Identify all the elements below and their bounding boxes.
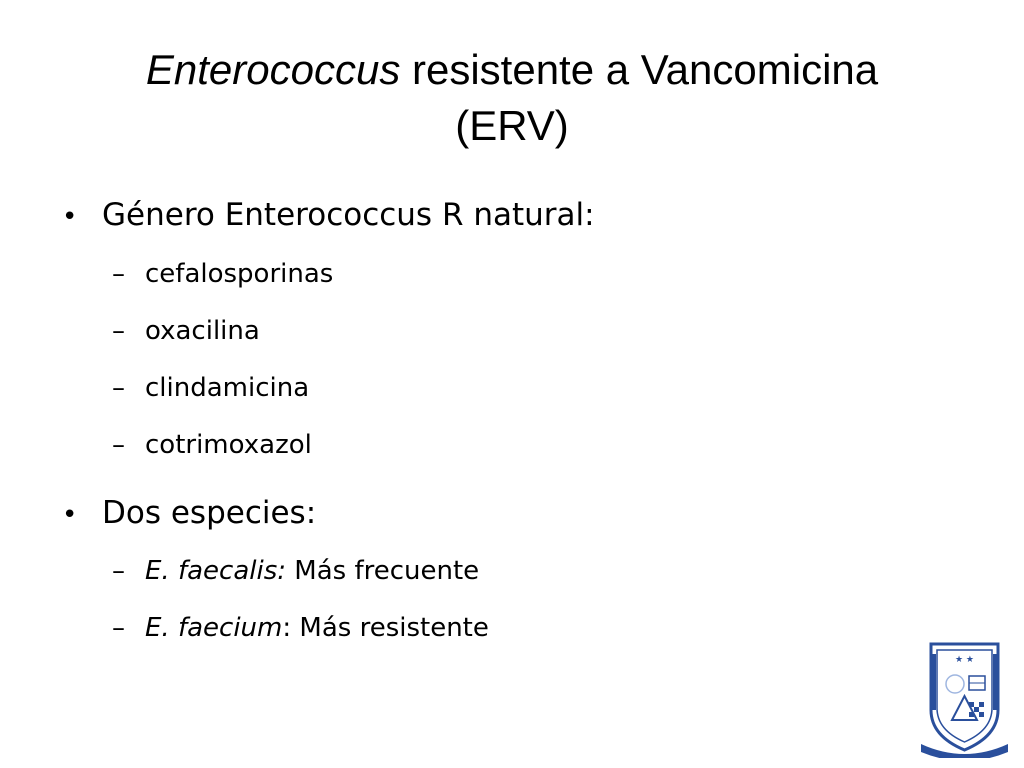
title-rest-part: resistente a Vancomicina [400, 46, 879, 93]
species-name: E. faecium [145, 613, 283, 643]
species-note: : Más resistente [282, 613, 489, 643]
sub-item-text: cotrimoxazol [145, 430, 312, 460]
sub-item-text: clindamicina [145, 373, 310, 403]
sub-item [112, 371, 309, 405]
bullet-text: Dos especies: [102, 495, 317, 531]
svg-text:★ ★: ★ ★ [955, 655, 974, 665]
dash-marker: – [112, 556, 125, 586]
sub-item [112, 428, 312, 462]
sub-item [112, 257, 333, 291]
species-note: Más frecuente [286, 556, 480, 586]
sub-item [112, 611, 489, 645]
species-name: E. faecalis: [145, 556, 287, 586]
dash-marker: – [112, 373, 125, 403]
dash-marker: – [112, 316, 125, 346]
sub-item-text: oxacilina [145, 316, 260, 346]
sub-item [112, 314, 260, 348]
university-logo [917, 640, 1012, 758]
bullet-marker: • [62, 500, 78, 530]
dash-marker: – [112, 430, 125, 460]
sub-item [112, 554, 479, 588]
dash-marker: – [112, 613, 125, 643]
bullet-marker: • [62, 202, 78, 232]
title-line-2: (ERV) [455, 102, 569, 149]
title-italic-part: Enterococcus [145, 46, 401, 93]
bullet-item [62, 493, 316, 535]
dash-marker: – [112, 259, 125, 289]
bullet-item [62, 195, 595, 237]
bullet-text: Género Enterococcus R natural: [102, 197, 595, 233]
sub-item-text: cefalosporinas [145, 259, 334, 289]
